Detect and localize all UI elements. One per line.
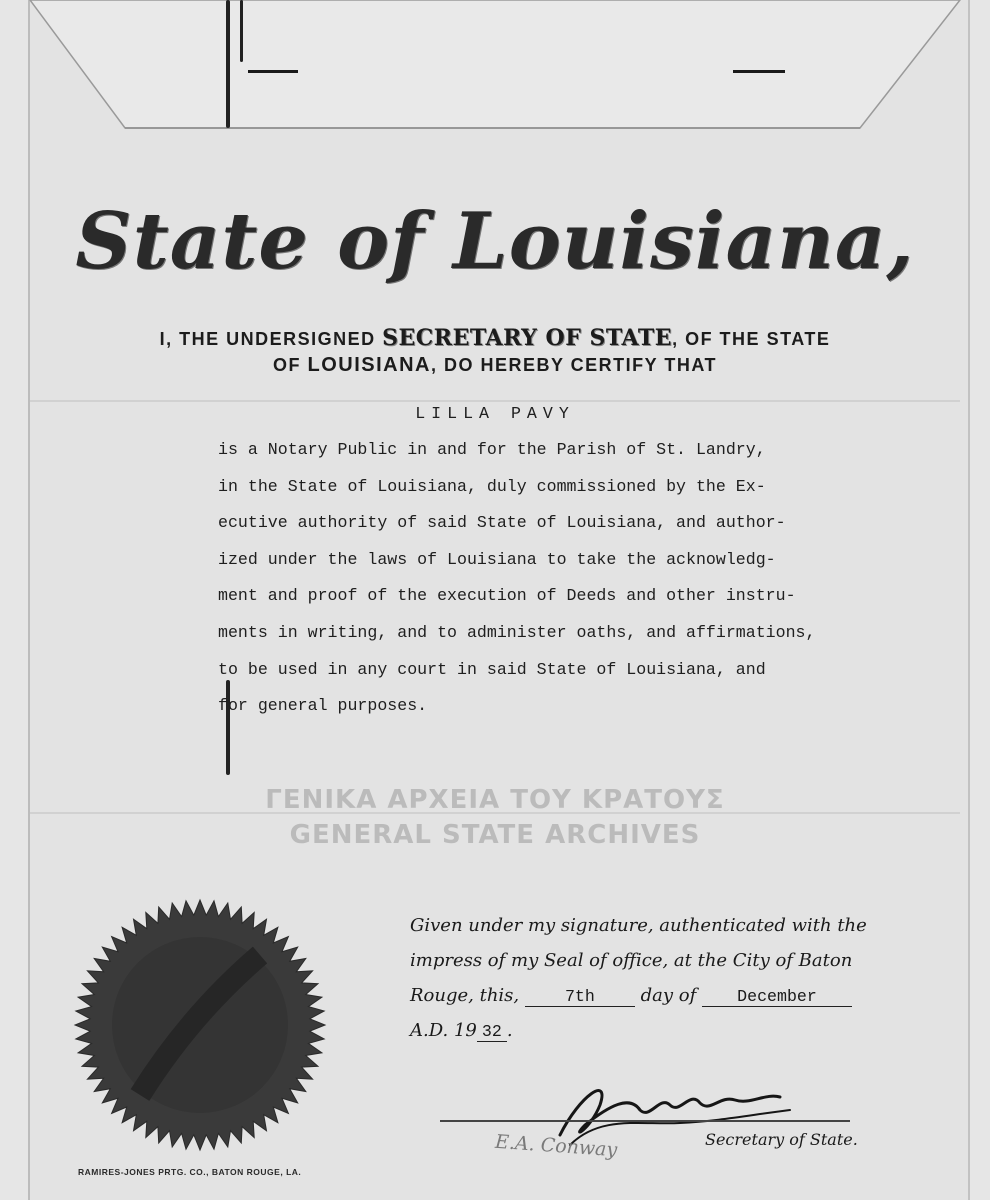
certificate-body: [218, 440, 898, 733]
month-field: December: [702, 987, 852, 1007]
signature-line: [440, 1120, 850, 1122]
certify-text: I, THE UNDERSIGNED: [159, 329, 383, 349]
body-line: ecutive authority of said State of Louisiana, and author-: [218, 513, 786, 533]
certify-text: OF: [272, 355, 308, 375]
signature-label: Secretary of State.: [705, 1130, 858, 1149]
pencil-dash: [733, 70, 785, 73]
tear-mark: [226, 0, 230, 128]
envelope-flap: [0, 0, 990, 135]
body-line: in the State of Louisiana, duly commissioned by the Ex-: [218, 476, 766, 496]
fold-crease: [30, 400, 960, 402]
tear-mark: [240, 0, 243, 62]
seal-icon: [70, 895, 330, 1155]
notary-name: LILLA PAVY: [415, 404, 575, 423]
certify-line-2: [0, 354, 990, 377]
archive-watermark-greek: ΓΕΝΙΚΑ ΑΡΧΕΙΑ ΤΟΥ ΚΡΑΤΟΥΣ: [265, 785, 725, 815]
attestation-text: A.D. 19: [410, 1020, 477, 1041]
attestation-text: Rouge, this,: [410, 985, 520, 1006]
attestation-line: impress of my Seal of office, at the City of Baton: [410, 950, 853, 971]
body-line: ment and proof of the execution of Deeds and other instru-: [218, 586, 796, 606]
certify-text: , DO HEREBY CERTIFY THAT: [430, 355, 718, 375]
state-name: LOUISIANA: [307, 354, 431, 376]
archive-watermark-english: GENERAL STATE ARCHIVES: [289, 820, 701, 850]
body-line: ments in writing, and to administer oaths, and affirmations,: [218, 622, 816, 642]
pencil-dash: [248, 70, 298, 73]
day-field: 7th: [525, 987, 635, 1007]
attestation-text: day of: [640, 985, 697, 1006]
body-line: for general purposes.: [218, 696, 428, 716]
attestation-date-line: [410, 985, 860, 1020]
body-line: ized under the laws of Louisiana to take the acknowledg-: [218, 549, 776, 569]
attestation-year-line: [410, 1020, 860, 1055]
secretary-of-state-heading: SECRETARY OF STATE: [382, 325, 673, 351]
attestation-block: [410, 915, 867, 1055]
attestation-text: .: [506, 1020, 513, 1041]
certify-line-1: [0, 325, 990, 351]
pencil-annotation: E.A. Conway: [494, 1130, 618, 1162]
printer-imprint: RAMIRES-JONES PRTG. CO., BATON ROUGE, LA.: [78, 1167, 302, 1177]
body-line: is a Notary Public in and for the Parish of St. Landry,: [218, 440, 766, 459]
body-line: to be used in any court in said State of Louisiana, and: [218, 659, 766, 679]
year-field: 32: [477, 1022, 507, 1042]
document-title: State of Louisiana,: [75, 196, 915, 287]
certify-text: , OF THE STATE: [672, 329, 831, 349]
attestation-line: Given under my signature, authenticated with the: [410, 915, 867, 936]
